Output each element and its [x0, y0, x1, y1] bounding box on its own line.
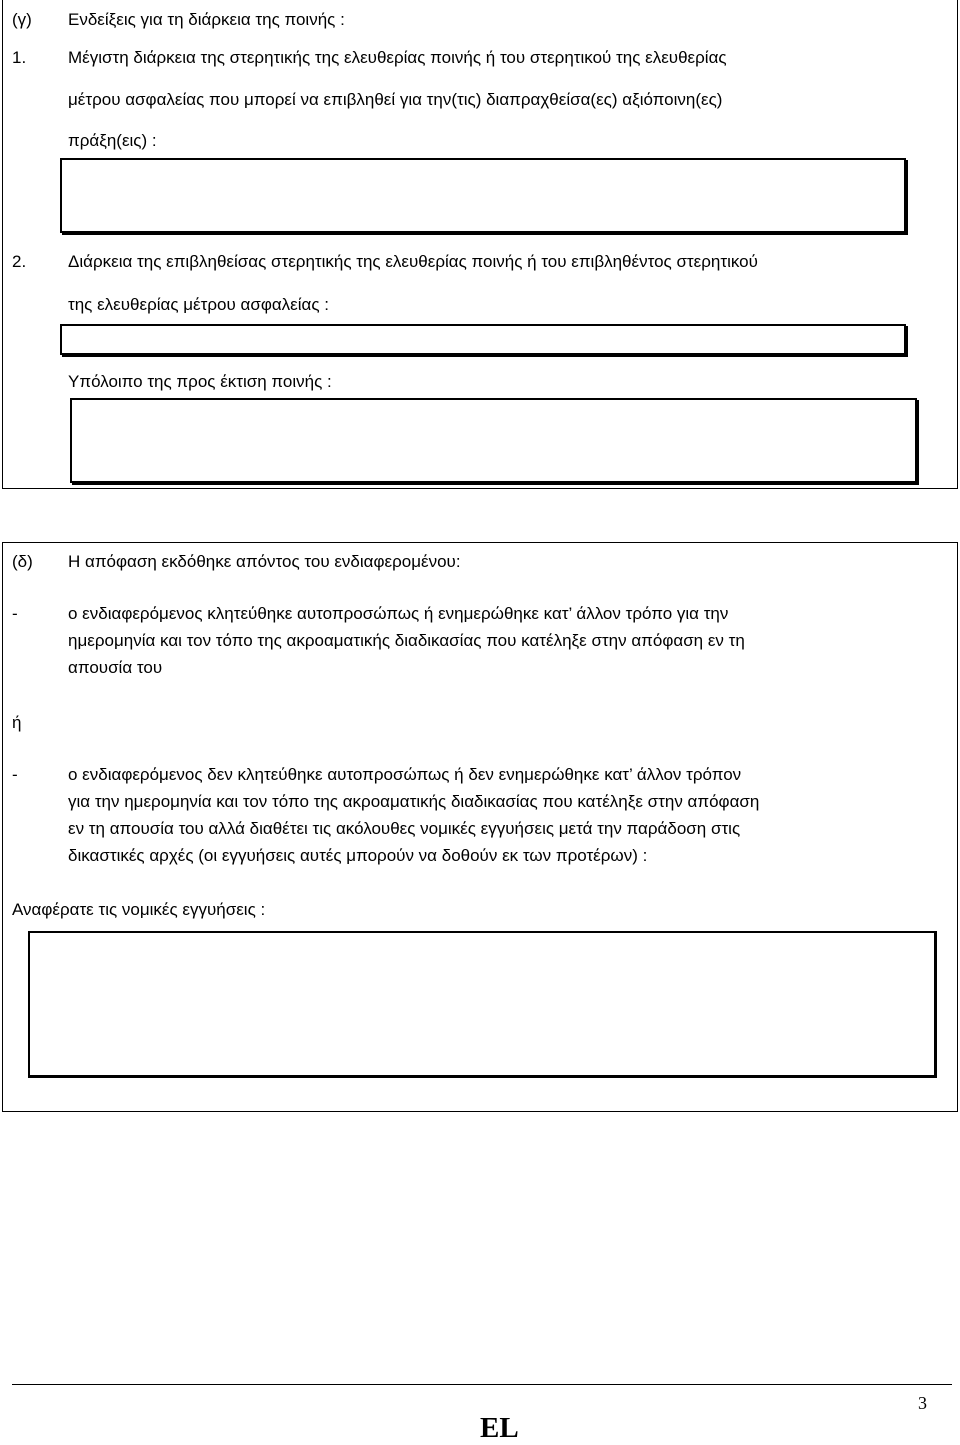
- remaining-label: Υπόλοιπο της προς έκτιση ποινής :: [68, 372, 332, 391]
- option-1-line-3: απουσία του: [68, 658, 163, 677]
- option-1-line-2: ημερομηνία και τον τόπο της ακροαματικής διαδικασίας που κατέληξε στην απόφαση εν τη: [68, 631, 745, 650]
- remaining-sentence-field[interactable]: [70, 398, 917, 483]
- item-2-line-2: της ελευθερίας μέτρου ασφαλείας :: [68, 295, 329, 314]
- imposed-duration-field[interactable]: [60, 324, 906, 355]
- or-label: ή: [12, 713, 22, 732]
- option-2-line-2: για την ημερομηνία και τον τόπο της ακροαματικής διαδικασίας που κατέληξε στην απόφαση: [68, 792, 760, 811]
- option-1-dash: -: [12, 604, 18, 623]
- section-g-heading: Ενδείξεις για τη διάρκεια της ποινής :: [68, 10, 345, 29]
- item-1-line-3: πράξη(εις) :: [68, 131, 157, 150]
- page-number: 3: [918, 1393, 927, 1413]
- section-d-heading: Η απόφαση εκδόθηκε απόντος του ενδιαφερομένου:: [68, 552, 461, 571]
- item-1-line-1: Μέγιστη διάρκεια της στερητικής της ελευθερίας ποινής ή του στερητικού της ελευθερίας: [68, 48, 727, 67]
- option-1-line-1: ο ενδιαφερόμενος κλητεύθηκε αυτοπροσώπως ή ενημερώθηκε κατ’ άλλον τρόπο για την: [68, 604, 729, 623]
- item-1-number: 1.: [12, 48, 27, 67]
- language-code: EL: [480, 1412, 519, 1444]
- section-d-marker: (δ): [12, 552, 33, 571]
- footer-rule: [12, 1384, 952, 1385]
- item-2-number: 2.: [12, 252, 27, 271]
- option-2-line-3: εν τη απουσία του αλλά διαθέτει τις ακόλουθες νομικές εγγυήσεις μετά την παράδοση στις: [68, 819, 741, 838]
- item-2-line-1: Διάρκεια της επιβληθείσας στερητικής της ελευθερίας ποινής ή του επιβληθέντος στερητικού: [68, 252, 758, 271]
- option-2-dash: -: [12, 765, 18, 784]
- item-1-line-2: μέτρου ασφαλείας που μπορεί να επιβληθεί για την(τις) διαπραχθείσα(ες) αξιόποινη(ες): [68, 90, 723, 109]
- option-2-line-4: δικαστικές αρχές (οι εγγυήσεις αυτές μπορούν να δοθούν εκ των προτέρων) :: [68, 846, 648, 865]
- option-2-line-1: ο ενδιαφερόμενος δεν κλητεύθηκε αυτοπροσώπως ή δεν ενημερώθηκε κατ’ άλλον τρόπον: [68, 765, 742, 784]
- guarantees-label: Αναφέρατε τις νομικές εγγυήσεις :: [12, 900, 266, 919]
- section-g-marker: (γ): [12, 10, 32, 29]
- guarantees-field[interactable]: [28, 931, 937, 1078]
- max-duration-field[interactable]: [60, 158, 906, 233]
